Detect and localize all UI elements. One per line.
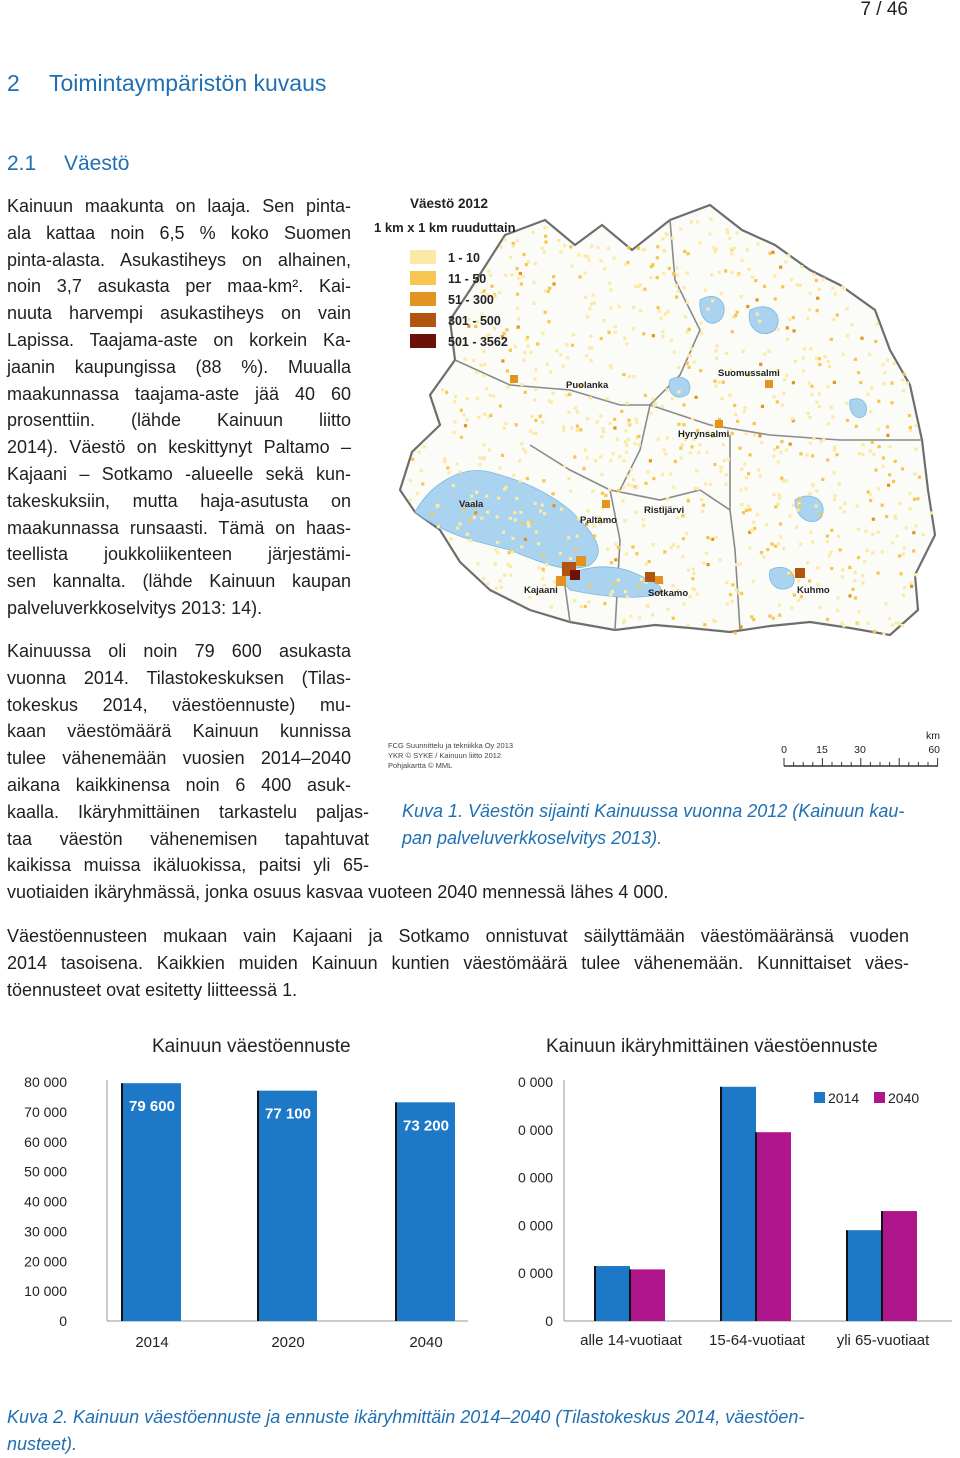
- text-line: prosenttiin. (lähde Kainuun liitto: [7, 410, 351, 431]
- figure2-caption: [7, 1404, 804, 1458]
- place-puolanka: Puolanka: [566, 380, 609, 391]
- figure1-caption-line2: pan palveluverkkoselvitys 2013).: [402, 828, 663, 848]
- x-tick-label: alle 14-vuotiaat: [580, 1332, 682, 1349]
- text-line: maakunnassa taajama-aste jää 40 60: [7, 383, 351, 404]
- bar-2040-0: [631, 1269, 665, 1321]
- text-line: Kainuun maakunta on laaja. Sen pinta-: [7, 196, 351, 216]
- scale-tick-0: 0: [781, 744, 787, 756]
- x-tick-label: 15-64-vuotiaat: [709, 1332, 805, 1349]
- text-line: maakunnassa runsaasti. Tämä on haas-: [7, 517, 351, 538]
- text-line: takeskuksiin, mutta haja-asutusta on: [7, 490, 351, 511]
- figure1-caption: [402, 798, 904, 852]
- scale-unit: km: [926, 730, 940, 742]
- text-line: tokeskus 2014, väestöennuste) mu-: [7, 694, 351, 715]
- section-number: 2.1: [7, 152, 37, 175]
- map-title: Väestö 2012: [410, 196, 489, 211]
- text-line: Kajaani – Sotkamo -alueelle sekä kun-: [7, 463, 351, 484]
- text-line: vuotiaiden ikäryhmässä, jonka osuus kasvaa vuoteen 2040 mennessä lähes 4 000.: [7, 882, 669, 903]
- credit-line-1: FCG Suunnittelu ja tekniikka Oy 2013: [388, 741, 514, 750]
- place-suomussalmi: Suomussalmi: [718, 368, 780, 379]
- map-credits: [388, 741, 513, 770]
- place-vaala: Vaala: [459, 499, 484, 510]
- bar-data-label: 73 200: [403, 1117, 449, 1135]
- scale-tick-15: 15: [816, 744, 828, 756]
- x-tick-label: 2040: [409, 1334, 443, 1351]
- y-tick-label: 0 000: [517, 1169, 553, 1186]
- place-sotkamo: Sotkamo: [648, 588, 689, 599]
- text-line: vuonna 2014. Tilastokeskuksen (Tilas-: [7, 667, 351, 688]
- bar-2014-2: [848, 1230, 882, 1321]
- x-tick-label: 2014: [135, 1334, 169, 1351]
- text-line: noin 3,7 asukasta per maa-km². Kai-: [7, 276, 351, 297]
- bar-2020: [259, 1091, 317, 1321]
- scale-tick-30: 30: [854, 744, 866, 756]
- region-outline: [400, 205, 935, 635]
- y-tick-label: 60 000: [24, 1133, 67, 1150]
- text-line: nuuta harvempi asukastiheys on vain: [7, 303, 351, 324]
- text-line: Kainuussa oli noin 79 600 asukasta: [7, 641, 351, 661]
- y-tick-label: 30 000: [24, 1223, 67, 1240]
- scale-bar: [781, 730, 940, 766]
- page-number: 7 / 46: [860, 0, 908, 20]
- legend-label: 11 - 50: [448, 272, 487, 286]
- text-line: 2014). Väestö on keskittynyt Paltamo –: [7, 437, 351, 458]
- text-line: Lapissa. Taajama-aste on korkein Ka-: [7, 329, 351, 350]
- y-tick-label: 80 000: [24, 1074, 67, 1090]
- y-tick-label: 0 000: [517, 1217, 553, 1234]
- x-tick-label: 2020: [271, 1334, 305, 1351]
- text-line: kaalla. Ikäryhmittäinen tarkastelu paljas-: [7, 801, 369, 822]
- credit-line-3: Pohjakartta © MML: [388, 761, 453, 770]
- place-paltamo: Paltamo: [580, 515, 617, 526]
- legend-label: 2040: [888, 1090, 920, 1106]
- text-line: 2014 tasoisena. Kaikkien muiden Kainuun kuntien väestömäärä tulee vähenemään. Kunnittaiset väes-: [7, 952, 909, 973]
- figure1-caption-line1: Kuva 1. Väestön sijainti Kainuussa vuonna 2012 (Kainuun kau-: [402, 801, 905, 821]
- place-ristijarvi: Ristijärvi: [644, 505, 685, 516]
- legend-label: 51 - 300: [448, 293, 494, 307]
- text-line: sen kannalta. (lähde Kainuun kaupan: [7, 571, 351, 592]
- y-tick-label: 40 000: [24, 1193, 67, 1210]
- text-line: kaikissa muissa ikäluokissa, paitsi yli 65-: [7, 855, 369, 876]
- text-line: jaanin kaupungissa (88 %). Muualla: [7, 356, 351, 377]
- place-hyrynsalmi: Hyrynsalmi: [678, 429, 730, 440]
- legend-swatch: [410, 292, 436, 306]
- y-tick-label: 0: [545, 1313, 553, 1329]
- y-tick-label: 20 000: [24, 1253, 67, 1270]
- bar-2040: [397, 1102, 455, 1321]
- legend-label: 2014: [828, 1090, 860, 1106]
- place-kajaani: Kajaani: [524, 585, 558, 596]
- legend-swatch: [410, 250, 436, 264]
- bar-2040-2: [883, 1211, 917, 1321]
- y-tick-label: 70 000: [24, 1103, 67, 1120]
- paragraph-population-density: [7, 193, 351, 622]
- chapter-number: 2: [7, 70, 20, 96]
- figure2-caption-line2: nusteet).: [7, 1434, 78, 1454]
- scale-tick-60: 60: [928, 744, 940, 756]
- bar-2014: [123, 1083, 181, 1321]
- legend-label: 501 - 3562: [448, 335, 508, 349]
- text-line: taa väestön vähenemisen tapahtuvat: [7, 828, 369, 849]
- legend-swatch: [410, 271, 436, 285]
- text-line: pinta-alasta. Asukastiheys on alhainen,: [7, 249, 351, 270]
- population-map: [370, 190, 955, 780]
- paragraph-municipal-forecast: [7, 923, 909, 1003]
- population-forecast-chart: [0, 1060, 480, 1360]
- legend-swatch: [410, 334, 436, 348]
- bar-2014-1: [722, 1087, 756, 1321]
- credit-line-2: YKR © SYKE / Kainuun liitto 2012: [388, 751, 502, 760]
- figure2-caption-line1: Kuva 2. Kainuun väestöennuste ja ennuste ikäryhmittäin 2014–2040 (Tilastokeskus 2014, väestöen-: [7, 1407, 805, 1427]
- bar-data-label: 77 100: [265, 1105, 311, 1123]
- age-group-forecast-chart: [490, 1060, 955, 1360]
- legend-label: 301 - 500: [448, 314, 501, 328]
- chapter-heading: [7, 70, 326, 97]
- y-tick-label: 0 000: [517, 1074, 553, 1090]
- text-line: töennusteet ovat esitetty liitteessä 1.: [7, 979, 298, 1000]
- x-tick-label: yli 65-vuotiaat: [836, 1332, 930, 1349]
- y-tick-label: 0: [59, 1313, 67, 1329]
- text-line: kaan väestömäärä Kainuun kunnissa: [7, 721, 351, 742]
- text-line: teellista joukkoliikenteen järjestämi-: [7, 544, 351, 565]
- map-subtitle: 1 km x 1 km ruuduttain: [374, 220, 516, 235]
- y-tick-label: 0 000: [517, 1265, 553, 1282]
- chart1-title: Kainuun väestöennuste: [152, 1036, 351, 1057]
- legend-swatch: [814, 1092, 825, 1103]
- bar-data-label: 79 600: [129, 1098, 175, 1116]
- place-kuhmo: Kuhmo: [797, 585, 830, 596]
- text-line: tulee vähenemään vuosien 2014–2040: [7, 748, 351, 769]
- legend-swatch: [874, 1092, 885, 1103]
- text-line: Väestöennusteen mukaan vain Kajaani ja Sotkamo onnistuvat säilyttämään väestömääränsä vuoden: [7, 926, 909, 946]
- chart2-title: Kainuun ikäryhmittäinen väestöennuste: [546, 1036, 878, 1057]
- text-line: palveluverkkoselvitys 2013: 14).: [7, 597, 263, 618]
- chapter-title: Toimintaympäristön kuvaus: [49, 70, 327, 96]
- bar-2040-1: [757, 1132, 791, 1321]
- y-tick-label: 10 000: [24, 1283, 67, 1300]
- y-tick-label: 0 000: [517, 1121, 553, 1138]
- legend-swatch: [410, 313, 436, 327]
- bar-2014-0: [596, 1266, 630, 1321]
- text-line: ala kattaa noin 6,5 % koko Suomen: [7, 222, 351, 243]
- section-heading: [7, 152, 129, 176]
- legend-label: 1 - 10: [448, 251, 480, 265]
- section-title: Väestö: [64, 152, 130, 175]
- y-tick-label: 50 000: [24, 1163, 67, 1180]
- text-line: aikana kaikkinensa noin 6 400 asuk-: [7, 774, 351, 795]
